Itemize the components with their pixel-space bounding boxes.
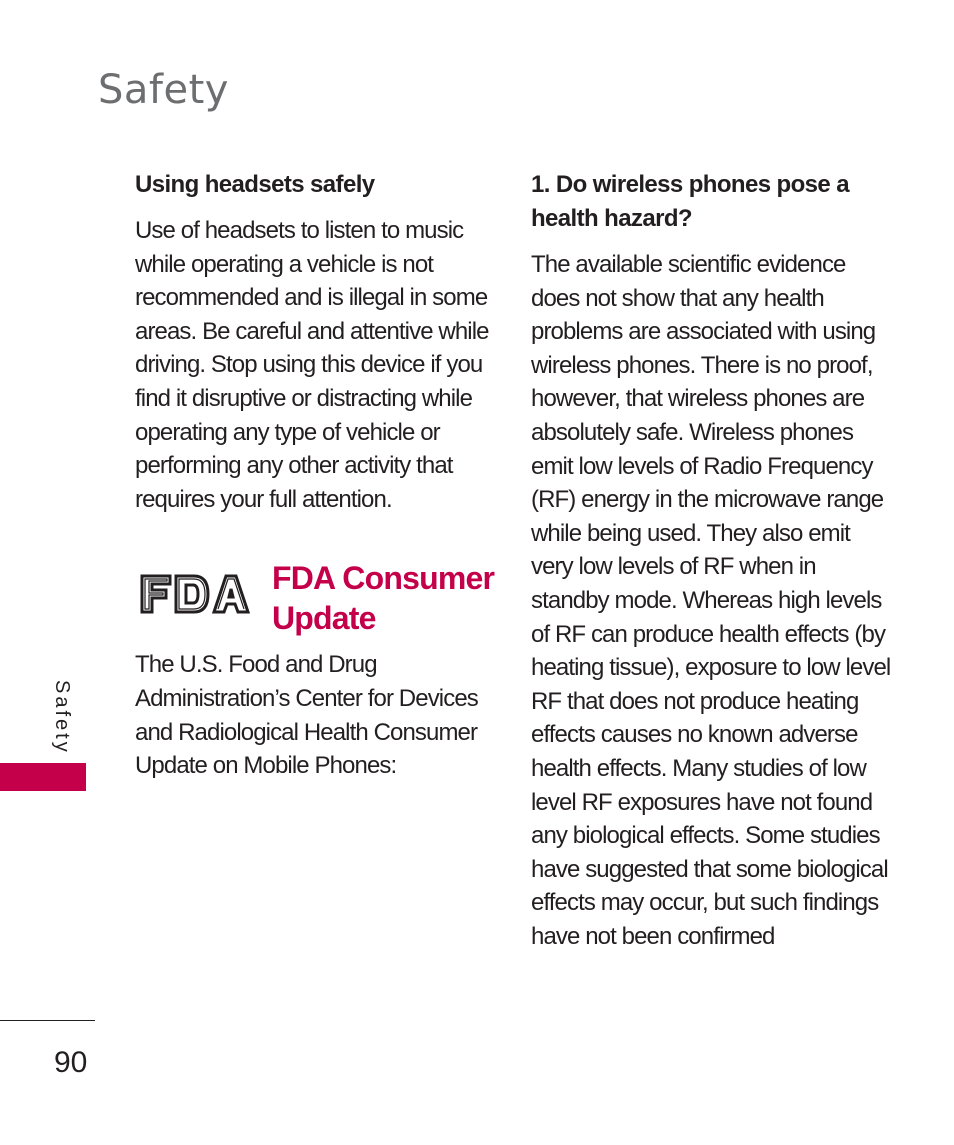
headsets-heading: Using headsets safely xyxy=(135,171,375,198)
fda-section-header xyxy=(135,558,495,648)
question-heading: 1. Do wireless phones pose a health hazard? xyxy=(531,171,849,232)
left-column xyxy=(135,168,495,783)
fda-consumer-update-heading: FDA Consumer Update xyxy=(272,560,495,637)
fda-logo-icon xyxy=(138,564,250,624)
headsets-paragraph: Use of headsets to listen to music while operating a vehicle is not recommended and is illegal in some areas. Be careful and attentive while driving. Stop using this device if you find it disruptive or distracting while operating any type of vehicle or performing any other activity that requires your full attention. xyxy=(135,217,489,513)
side-tab-bar xyxy=(0,763,86,791)
answer-paragraph: The available scientific evidence does not show that any health problems are associated with using wireless phones. There is no proof, however, that wireless phones are absolutely safe. Wireless phones emit low levels of Radio Frequency (RF) energy in the microwave range while being used. They also emit very low levels of RF when in standby mode. Whereas high levels of RF can produce health effects (by heating tissue), exposure to low level RF that does not produce heating effects causes no known adverse health effects. Many studies of low level RF exposures have not found any biological effects. Some studies have suggested that some biological effects may occur, but such findings have not been confirmed xyxy=(531,251,891,950)
fda-intro-paragraph: The U.S. Food and Drug Administration’s Center for Devices and Radiological Health Consumer Update on Mobile Phones: xyxy=(135,651,478,780)
right-column xyxy=(531,168,891,953)
side-tab-label: Safety xyxy=(51,680,73,755)
page-number: 90 xyxy=(54,1046,88,1079)
footer-divider xyxy=(0,1020,95,1021)
page-title: Safety xyxy=(98,67,229,113)
